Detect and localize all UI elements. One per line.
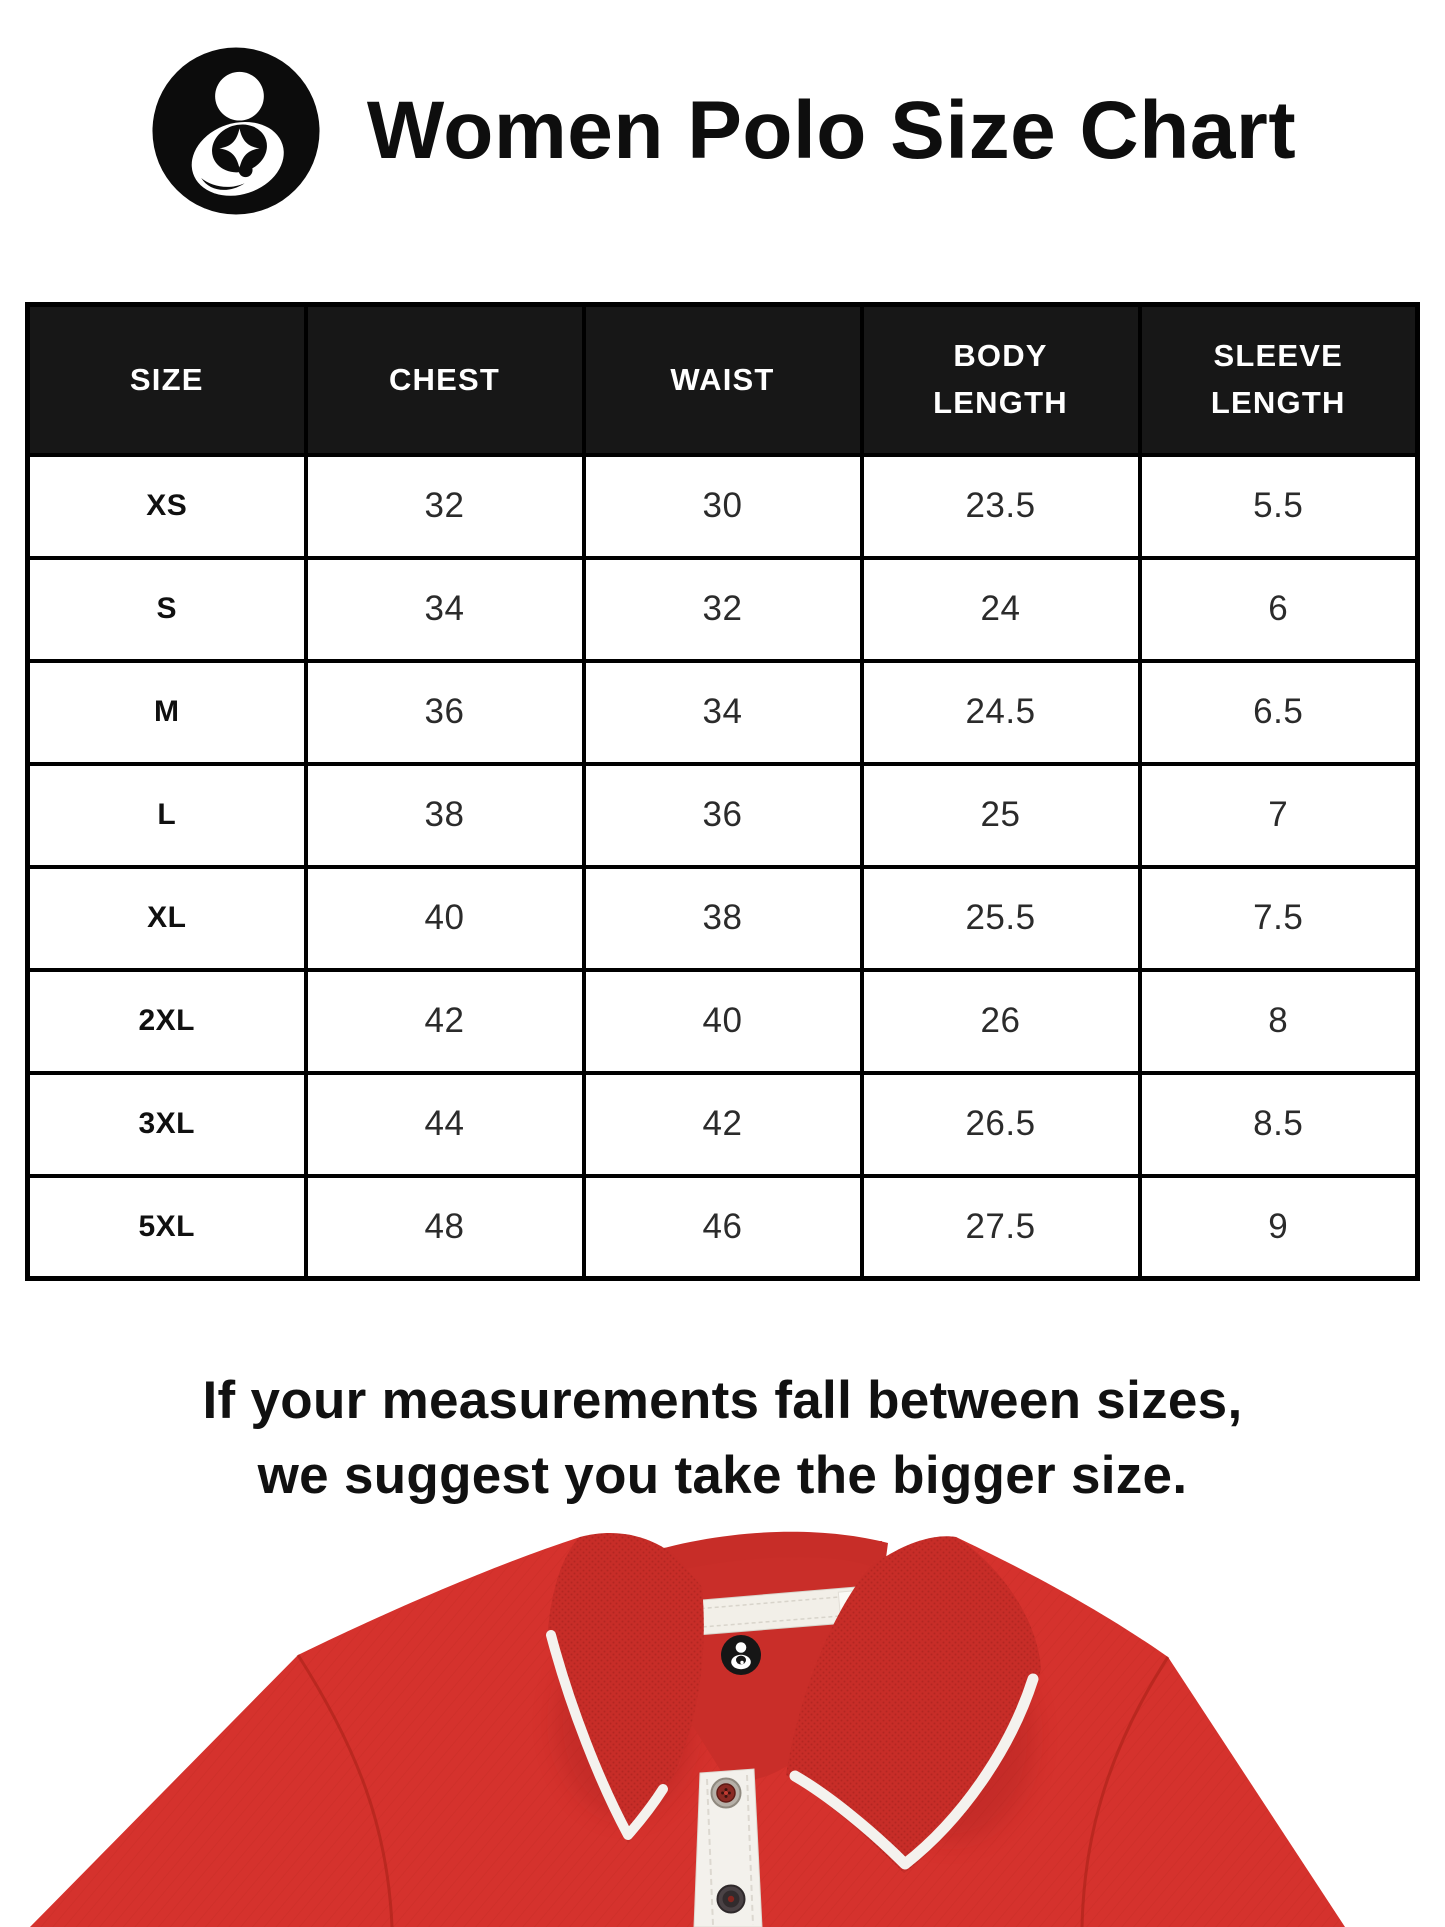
table-row-m — [28, 661, 1418, 764]
cell-size: XL — [28, 867, 306, 970]
cell-waist: 36 — [584, 764, 862, 867]
cell-waist: 40 — [584, 970, 862, 1073]
page-header — [0, 0, 1445, 218]
cell-chest: 42 — [306, 970, 584, 1073]
cell-size: M — [28, 661, 306, 764]
cell-chest: 48 — [306, 1176, 584, 1279]
cell-sleeve-length: 7 — [1140, 764, 1418, 867]
cell-chest: 34 — [306, 558, 584, 661]
column-header-chest: CHEST — [306, 305, 584, 455]
table-row-l — [28, 764, 1418, 867]
cell-body-length: 27.5 — [862, 1176, 1140, 1279]
cell-body-length: 25 — [862, 764, 1140, 867]
column-header-body-length: BODY LENGTH — [862, 305, 1140, 455]
table-row-5xl — [28, 1176, 1418, 1279]
sizing-note-line1: If your measurements fall between sizes, — [202, 1371, 1243, 1430]
cell-sleeve-length: 8.5 — [1140, 1073, 1418, 1176]
sizing-note-line2: we suggest you take the bigger size. — [257, 1446, 1188, 1506]
cell-body-length: 25.5 — [862, 867, 1140, 970]
cell-chest: 40 — [306, 867, 584, 970]
cell-sleeve-length: 8 — [1140, 970, 1418, 1073]
table-row-xl — [28, 867, 1418, 970]
cell-size: S — [28, 558, 306, 661]
sizing-note — [0, 1363, 1445, 1514]
cell-sleeve-length: 6 — [1140, 558, 1418, 661]
cell-chest: 44 — [306, 1073, 584, 1176]
cell-body-length: 24.5 — [862, 661, 1140, 764]
cell-size: 3XL — [28, 1073, 306, 1176]
page-title: Women Polo Size Chart — [366, 85, 1297, 176]
size-chart-header — [28, 305, 1418, 455]
cell-waist: 42 — [584, 1073, 862, 1176]
cell-body-length: 26 — [862, 970, 1140, 1073]
column-header-size: SIZE — [28, 305, 306, 455]
red-polo-shirt-photo — [0, 1527, 1445, 1927]
cell-waist: 32 — [584, 558, 862, 661]
table-row-3xl — [28, 1073, 1418, 1176]
polo-button-top — [712, 1779, 741, 1808]
cell-waist: 46 — [584, 1176, 862, 1279]
cell-size: 2XL — [28, 970, 306, 1073]
column-header-waist: WAIST — [584, 305, 862, 455]
cell-waist: 38 — [584, 867, 862, 970]
cell-body-length: 26.5 — [862, 1073, 1140, 1176]
cell-waist: 34 — [584, 661, 862, 764]
header-row — [28, 305, 1418, 455]
table-row-xs — [28, 455, 1418, 558]
table-row-s — [28, 558, 1418, 661]
cell-chest: 32 — [306, 455, 584, 558]
cell-waist: 30 — [584, 455, 862, 558]
column-header-sleeve-length: SLEEVE LENGTH — [1140, 305, 1418, 455]
cell-sleeve-length: 9 — [1140, 1176, 1418, 1279]
polo-button-bottom — [718, 1886, 745, 1913]
cell-sleeve-length: 6.5 — [1140, 661, 1418, 764]
cell-chest: 38 — [306, 764, 584, 867]
cell-sleeve-length: 7.5 — [1140, 867, 1418, 970]
cell-size: L — [28, 764, 306, 867]
cell-size: 5XL — [28, 1176, 306, 1279]
cell-size: XS — [28, 455, 306, 558]
mom-and-baby-logo-icon — [149, 44, 323, 218]
cell-body-length: 24 — [862, 558, 1140, 661]
cell-body-length: 23.5 — [862, 455, 1140, 558]
cell-chest: 36 — [306, 661, 584, 764]
brand-neck-tag-icon — [721, 1635, 761, 1675]
cell-sleeve-length: 5.5 — [1140, 455, 1418, 558]
table-row-2xl — [28, 970, 1418, 1073]
size-chart-table — [25, 302, 1420, 1281]
size-chart-body — [28, 455, 1418, 1279]
